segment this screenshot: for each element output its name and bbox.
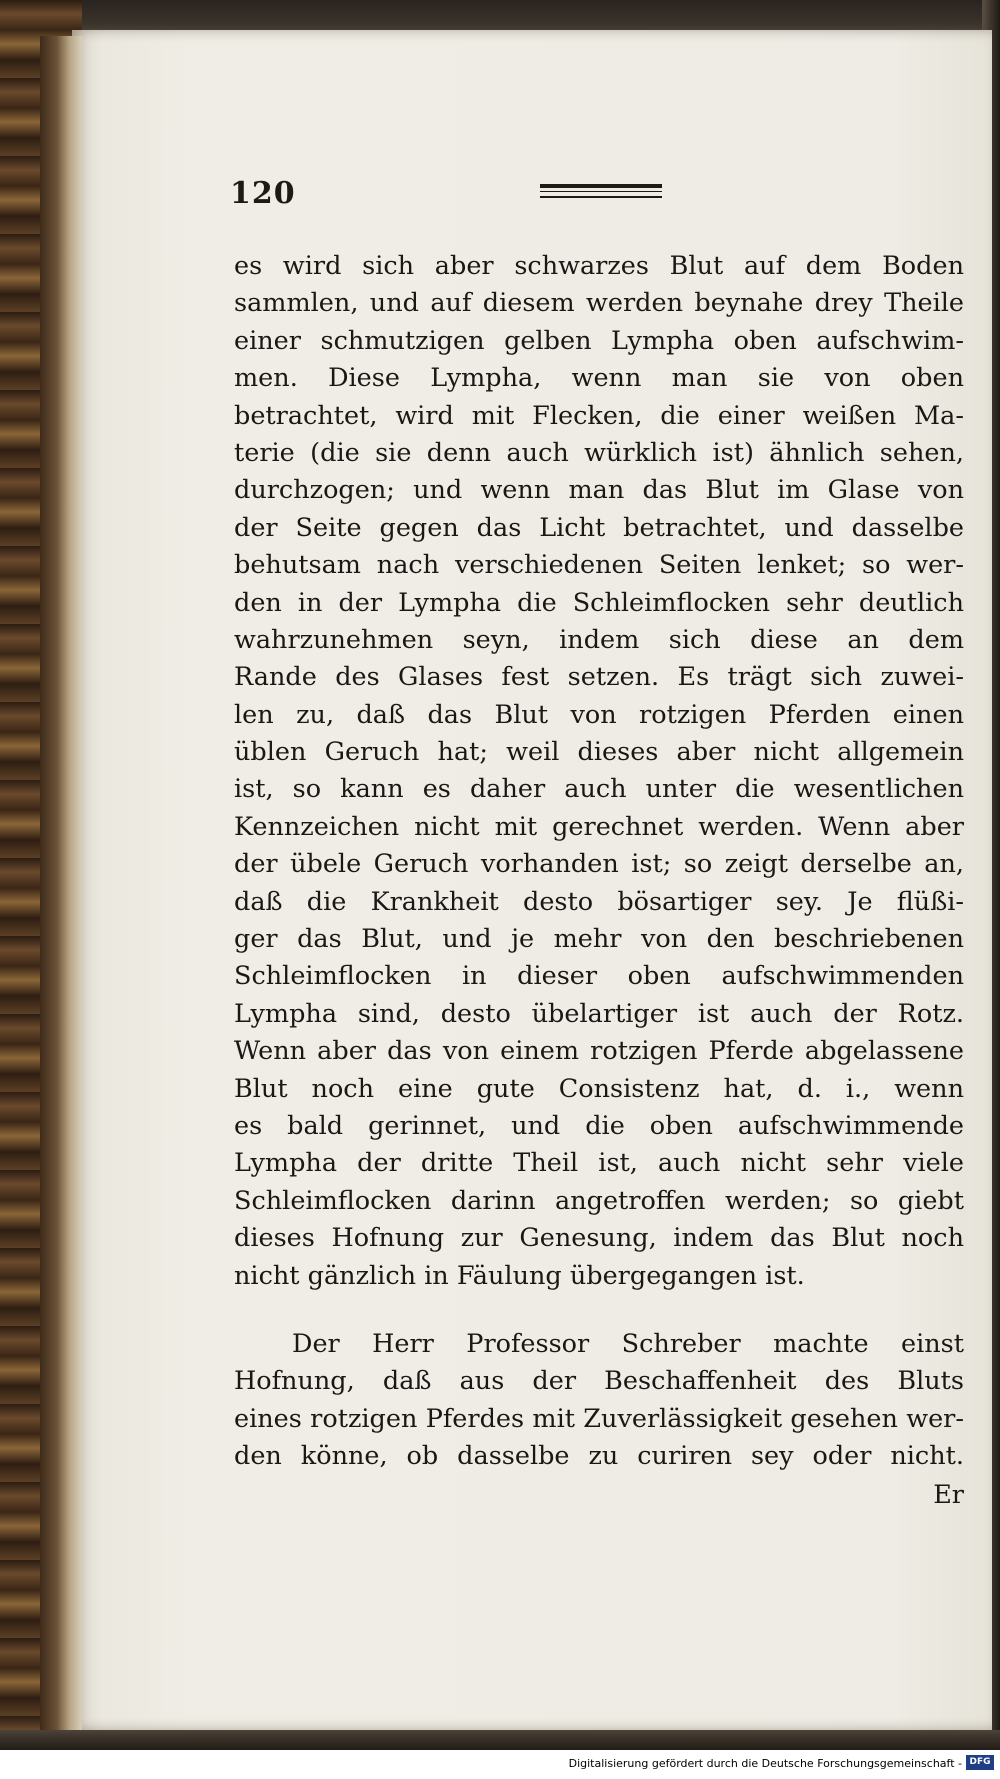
footer-credit: Digitalisierung gefördert durch die Deutsche Forschungsgemeinschaft - (568, 1757, 962, 1770)
text-line: Schleimflocken darinn angetroffen werden; so giebt (234, 1185, 964, 1216)
catchword: Er (933, 1480, 964, 1510)
text-line: Rande des Glases fest setzen. Es trägt sich zuwei- (234, 662, 964, 693)
text-line: Hofnung, daß aus der Beschaffenheit des Bluts (234, 1366, 964, 1397)
page-number: 120 (230, 176, 296, 211)
text-line: üblen Geruch hat; weil dieses aber nicht allgemein (234, 737, 964, 768)
header-rule (540, 184, 662, 198)
text-line: durchzogen; und wenn man das Blut im Glase von (234, 475, 964, 506)
text-line: Blut noch eine gute Consistenz hat, d. i., wenn (234, 1073, 964, 1104)
text-line: dieses Hofnung zur Genesung, indem das Blut noch (234, 1223, 964, 1254)
scan-bottom-shadow (0, 1730, 1000, 1750)
text-line: ist, so kann es daher auch unter die wesentlichen (234, 774, 964, 805)
text-line: es bald gerinnet, und die oben aufschwimmende (234, 1110, 964, 1141)
text-line: der Seite gegen das Licht betrachtet, und dasselbe (234, 512, 964, 543)
text-line: Schleimflocken in dieser oben aufschwimmenden (234, 961, 964, 992)
text-line: Kennzeichen nicht mit gerechnet werden. Wenn aber (234, 811, 964, 842)
text-line: der übele Geruch vorhanden ist; so zeigt derselbe an, (234, 849, 964, 880)
body-text (234, 248, 964, 1476)
dfg-logo-icon: DFG (966, 1755, 994, 1770)
text-line: einer schmutzigen gelben Lympha oben aufschwim- (234, 325, 964, 356)
text-line: wahrzunehmen seyn, indem sich diese an dem (234, 624, 964, 655)
page-edges (40, 36, 82, 1736)
text-line: eines rotzigen Pferdes mit Zuverlässigkeit gesehen wer- (234, 1403, 964, 1434)
text-line: Der Herr Professor Schreber machte einst (292, 1328, 964, 1359)
text-line: nicht gänzlich in Fäulung übergegangen ist. (234, 1260, 805, 1291)
text-line: den in der Lympha die Schleimflocken sehr deutlich (234, 587, 964, 618)
digitization-footer (0, 1750, 1000, 1779)
text-line: men. Diese Lympha, wenn man sie von oben (234, 363, 964, 394)
text-line: Wenn aber das von einem rotzigen Pferde abgelassene (234, 1036, 964, 1067)
text-line: Lympha der dritte Theil ist, auch nicht sehr viele (234, 1148, 964, 1179)
text-line: len zu, daß das Blut von rotzigen Pferden einen (234, 699, 964, 730)
paragraph-gap (234, 1295, 964, 1326)
text-line: terie (die sie denn auch würklich ist) ähnlich sehen, (234, 437, 964, 468)
text-line: ger das Blut, und je mehr von den beschriebenen (234, 924, 964, 955)
text-line: sammlen, und auf diesem werden beynahe drey Theile (234, 288, 964, 319)
text-line: daß die Krankheit desto bösartiger sey. Je flüßi- (234, 886, 964, 917)
text-line: den könne, ob dasselbe zu curiren sey oder nicht. (234, 1441, 964, 1472)
text-line: betrachtet, wird mit Flecken, die einer weißen Ma- (234, 400, 964, 431)
text-line: behutsam nach verschiedenen Seiten lenket; so wer- (234, 550, 964, 581)
text-line: es wird sich aber schwarzes Blut auf dem Boden (234, 251, 964, 281)
text-line: Lympha sind, desto übelartiger ist auch der Rotz. (234, 998, 964, 1029)
